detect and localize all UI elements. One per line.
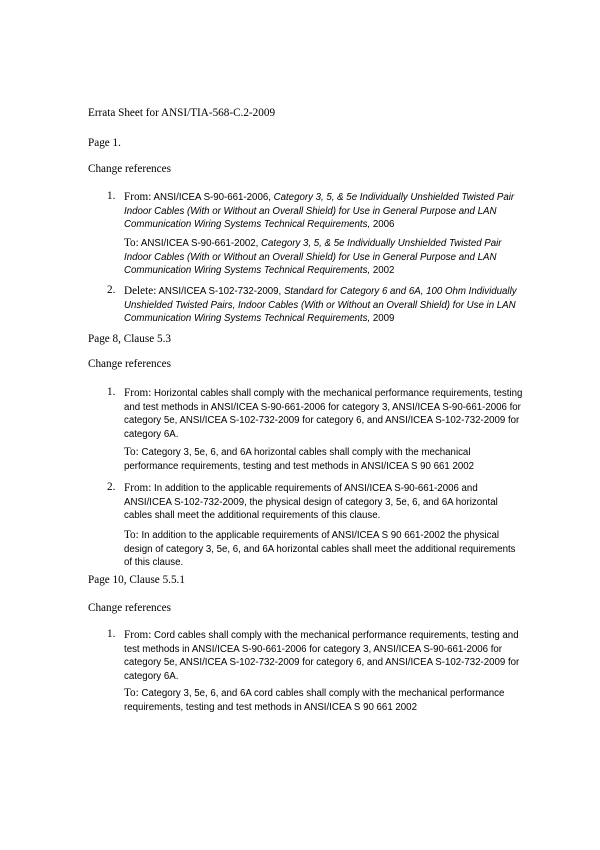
item-number: 1. bbox=[107, 628, 116, 640]
entry-year: 2006 bbox=[370, 219, 395, 231]
entry-text: ANSI/ICEA S-102-732-2009, bbox=[156, 286, 284, 297]
entry-text: Cord cables shall comply with the mechanical performance requirements, testing and test methods in ANSI/ICEA S-90-661-2006 for category 3, ANSI/ICEA S-90-661-2006 for category 5e, ANSI/ICEA S-102-732-2009 for category 6, and ANSI/ICEA S-102-732-2009 for category 6A. bbox=[124, 630, 520, 683]
entry-italic-title: Category 3, 5, & 5e Individually Unshielded Twisted Pair Indoor Cables (With or Without an Overall Shield) for Use in General Purpose and LAN Communication Wiring Systems Technical Requirements, bbox=[124, 192, 515, 231]
errata-entry bbox=[124, 284, 524, 325]
item-number: 2. bbox=[107, 284, 116, 296]
errata-entry bbox=[124, 190, 524, 231]
document-title: Errata Sheet for ANSI/TIA-568-C.2-2009 bbox=[88, 107, 276, 119]
section-heading: Page 8, Clause 5.3 bbox=[88, 333, 171, 345]
item-number: 2. bbox=[107, 481, 116, 493]
section-heading: Page 10, Clause 5.5.1 bbox=[88, 574, 185, 586]
section-subheading: Change references bbox=[88, 358, 171, 370]
entry-text: ANSI/ICEA S-90-661-2006, bbox=[151, 192, 274, 203]
entry-text: Horizontal cables shall comply with the mechanical performance requirements, testing and test methods in ANSI/ICEA S-90-661-2006 for category 3, ANSI/ICEA S-90-661-2006 for category 5e, ANSI/ICEA S-102-732-2009 for category 6, and ANSI/ICEA S-102-732-2009 for category 6A. bbox=[124, 388, 523, 441]
entry-lead: From: bbox=[124, 629, 152, 641]
entry-lead: From: bbox=[124, 191, 152, 203]
errata-entry bbox=[124, 481, 524, 522]
errata-entry bbox=[124, 236, 524, 277]
entry-italic-title: Standard for Category 6 and 6A, 100 Ohm Individually Unshielded Twisted Pairs, Indoor Cables (With or Without an Overall Shield) for Use in LAN Communication Wiring Systems Technical Requirements, bbox=[124, 286, 517, 325]
entry-lead: To: bbox=[124, 446, 139, 458]
errata-entry bbox=[124, 445, 524, 472]
entry-text: Category 3, 5e, 6, and 6A horizontal cables shall comply with the mechanical performance requirements, testing and test methods in ANSI/ICEA S 90 661 2002 bbox=[124, 447, 475, 472]
entry-lead: From: bbox=[124, 482, 152, 494]
entry-lead: From: bbox=[124, 387, 152, 399]
errata-entry bbox=[124, 628, 524, 683]
errata-entry bbox=[124, 386, 524, 441]
errata-entry bbox=[124, 528, 524, 569]
section-subheading: Change references bbox=[88, 602, 171, 614]
item-number: 1. bbox=[107, 386, 116, 398]
entry-year: 2009 bbox=[370, 313, 395, 325]
item-number: 1. bbox=[107, 190, 116, 202]
section-heading: Page 1. bbox=[88, 137, 121, 149]
entry-lead: Delete: bbox=[124, 285, 157, 297]
entry-lead: To: bbox=[124, 529, 139, 541]
entry-italic-title: Category 3, 5, & 5e Individually Unshielded Twisted Pair Indoor Cables (With or Without an Overall Shield) for Use in General Purpose and LAN Communication Wiring Systems Technical Requirements, bbox=[124, 238, 502, 277]
section-subheading: Change references bbox=[88, 163, 171, 175]
entry-text: Category 3, 5e, 6, and 6A cord cables shall comply with the mechanical performance requirements, testing and test methods in ANSI/ICEA S 90 661 2002 bbox=[124, 688, 505, 713]
entry-text: ANSI/ICEA S-90-661-2002, bbox=[138, 238, 262, 249]
entry-text: In addition to the applicable requirements of ANSI/ICEA S-90-661-2006 and ANSI/ICEA S-102-732-2009, the physical design of category 3, 5e, 6, and 6A horizontal cables shall meet the additional requirements of this clause. bbox=[124, 483, 498, 522]
entry-lead: To: bbox=[124, 237, 139, 249]
errata-entry bbox=[124, 686, 524, 713]
entry-lead: To: bbox=[124, 687, 139, 699]
entry-text: In addition to the applicable requirements of ANSI/ICEA S 90 661-2002 the physical design of category 3, 5e, 6, and 6A horizontal cables shall meet the additional requirements of this clause. bbox=[124, 530, 516, 569]
entry-year: 2002 bbox=[370, 265, 395, 277]
